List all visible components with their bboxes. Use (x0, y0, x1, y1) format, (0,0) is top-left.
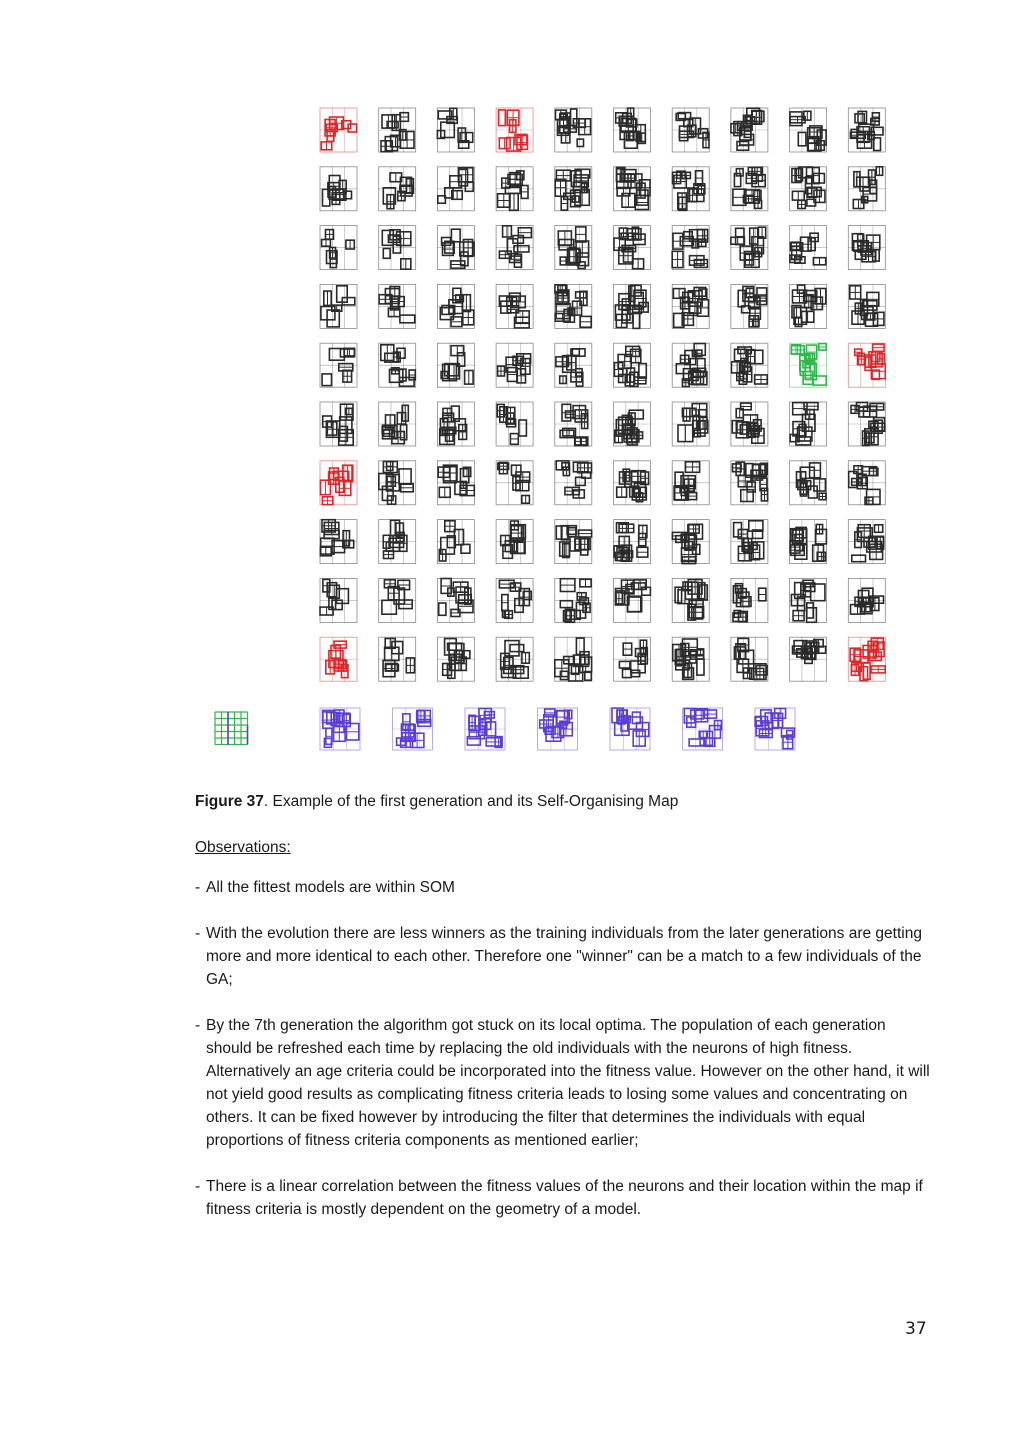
model-thumbnail (790, 461, 827, 505)
model-thumbnail (555, 167, 592, 211)
model-thumbnail (614, 284, 651, 328)
model-thumbnail (437, 520, 474, 564)
model-thumbnail (379, 461, 416, 505)
model-thumbnail (437, 167, 474, 211)
model-thumbnail (672, 284, 709, 328)
model-thumbnail (790, 343, 827, 387)
model-thumbnail (848, 578, 885, 622)
model-thumbnail (496, 108, 533, 152)
model-thumbnail (672, 167, 709, 211)
model-thumbnail (555, 343, 592, 387)
model-thumbnail (379, 284, 416, 328)
model-thumbnail (496, 226, 533, 270)
model-thumbnail (848, 226, 885, 270)
figure-label: Figure 37 (195, 793, 264, 810)
model-thumbnail (555, 461, 592, 505)
model-thumbnail (379, 343, 416, 387)
model-thumbnail (672, 226, 709, 270)
model-thumbnail (731, 637, 768, 681)
model-thumbnail (755, 708, 795, 750)
model-thumbnail (731, 108, 768, 152)
model-thumbnail (379, 637, 416, 681)
observation-item: - All the fittest models are within SOM (195, 879, 455, 896)
model-thumbnail (496, 520, 533, 564)
model-thumbnail (848, 461, 885, 505)
model-thumbnail (848, 402, 885, 446)
model-thumbnail (437, 461, 474, 505)
model-thumbnail (614, 108, 651, 152)
observation-text: With the evolution there are less winners as the training individuals from the later generations are getting more and more identical to each other. Therefore one "winner" can be a match to a few individuals of the GA; (206, 925, 922, 988)
model-thumbnail (614, 461, 651, 505)
model-thumbnail (437, 284, 474, 328)
model-thumbnail (672, 578, 709, 622)
page-number: 37 (905, 1319, 927, 1339)
model-thumbnail (379, 578, 416, 622)
model-thumbnail (790, 637, 827, 681)
figure-caption (195, 793, 678, 811)
model-thumbnail (320, 578, 357, 622)
model-thumbnail (538, 708, 578, 750)
model-thumbnail (496, 578, 533, 622)
model-thumbnail (610, 708, 650, 750)
observation-text: There is a linear correlation between the fitness values of the neurons and their location within the map if fitness criteria is mostly dependent on the geometry of a model. (206, 1178, 923, 1218)
model-thumbnail (379, 108, 416, 152)
model-thumbnail (379, 167, 416, 211)
model-thumbnail (437, 108, 474, 152)
model-thumbnail (731, 284, 768, 328)
model-thumbnail (555, 578, 592, 622)
observation-text: All the fittest models are within SOM (206, 879, 455, 896)
observation-item: - There is a linear correlation between the fitness values of the neurons and their location within the map if fitness criteria is mostly dependent on the geometry of a model. (195, 1178, 923, 1218)
model-thumbnail (848, 343, 885, 387)
figure-caption-text: . Example of the first generation and its Self-Organising Map (263, 793, 679, 810)
model-thumbnail (790, 167, 827, 211)
model-thumbnail (790, 520, 827, 564)
model-thumbnail (790, 108, 827, 152)
observation-item: - With the evolution there are less winners as the training individuals from the later generations are getting more and more identical to each other. Therefore one "winner" can be a match to a few individuals of the GA; (195, 925, 922, 988)
model-thumbnail (614, 167, 651, 211)
model-thumbnail (465, 708, 505, 750)
model-thumbnail (496, 461, 533, 505)
model-thumbnail (672, 108, 709, 152)
model-thumbnail (614, 578, 651, 622)
model-thumbnail (320, 461, 357, 505)
model-thumbnail (848, 637, 885, 681)
observations-heading: Observations: (195, 839, 291, 856)
model-thumbnail (320, 402, 357, 446)
model-thumbnail (731, 167, 768, 211)
model-thumbnail (379, 226, 416, 270)
model-thumbnail (320, 167, 357, 211)
model-thumbnail (731, 226, 768, 270)
model-thumbnail (320, 226, 357, 270)
model-thumbnail (555, 520, 592, 564)
model-thumbnail (848, 167, 885, 211)
model-thumbnail (731, 578, 768, 622)
model-thumbnail (731, 520, 768, 564)
model-thumbnail (437, 343, 474, 387)
model-thumbnail (320, 108, 357, 152)
model-thumbnail (790, 284, 827, 328)
model-thumbnail (848, 108, 885, 152)
grid-legend-icon (215, 712, 248, 745)
model-thumbnail (790, 578, 827, 622)
model-thumbnail (614, 637, 651, 681)
model-thumbnail (320, 284, 357, 328)
model-thumbnail (672, 402, 709, 446)
model-thumbnail (614, 343, 651, 387)
model-thumbnail (614, 226, 651, 270)
model-thumbnail (731, 402, 768, 446)
model-thumbnail (496, 637, 533, 681)
model-thumbnail (496, 284, 533, 328)
model-thumbnail (437, 226, 474, 270)
model-thumbnail (379, 520, 416, 564)
model-thumbnail (790, 226, 827, 270)
model-thumbnail (320, 708, 360, 750)
model-thumbnail (555, 637, 592, 681)
model-thumbnail (496, 167, 533, 211)
model-thumbnail (731, 461, 768, 505)
model-thumbnail (790, 402, 827, 446)
model-thumbnail (672, 520, 709, 564)
model-thumbnail (848, 284, 885, 328)
model-thumbnail (320, 520, 357, 564)
model-thumbnail (320, 637, 357, 681)
model-thumbnail (672, 343, 709, 387)
observations-list (195, 876, 935, 1244)
model-thumbnail (437, 402, 474, 446)
model-thumbnail (496, 343, 533, 387)
model-thumbnail (731, 343, 768, 387)
model-thumbnail (672, 637, 709, 681)
model-thumbnail (848, 520, 885, 564)
model-thumbnail (555, 226, 592, 270)
model-thumbnail (555, 402, 592, 446)
observation-item: - By the 7th generation the algorithm got stuck on its local optima. The population of each generation should be refreshed each time by replacing the old individuals with the neurons of high fitness. Alternatively an age criteria could be incorporated into the fitness value. However on the other hand, it will not yield good results as complicating fitness criteria leads to losing some values and concentrating on others. It can be fixed however by introducing the filter that determines the individuals with equal proportions of fitness criteria components as mentioned earlier; (195, 1017, 930, 1149)
model-thumbnail (683, 708, 723, 750)
model-thumbnail (672, 461, 709, 505)
model-thumbnail (437, 637, 474, 681)
model-thumbnail (320, 343, 357, 387)
model-thumbnail (555, 284, 592, 328)
model-thumbnail (496, 402, 533, 446)
model-thumbnail (393, 708, 433, 750)
model-thumbnail (614, 402, 651, 446)
model-thumbnail (614, 520, 651, 564)
model-thumbnail (437, 578, 474, 622)
model-thumbnail (555, 108, 592, 152)
observation-text: By the 7th generation the algorithm got stuck on its local optima. The population of each generation should be refreshed each time by replacing the old individuals with the neurons of high fitness. Alternatively an age criteria could be incorporated into the fitness value. However on the other hand, it will not yield good results as complicating fitness criteria leads to losing some values and concentrating on others. It can be fixed however by introducing the filter that determines the individuals with equal proportions of fitness criteria components as mentioned earlier; (206, 1017, 930, 1149)
model-thumbnail (379, 402, 416, 446)
